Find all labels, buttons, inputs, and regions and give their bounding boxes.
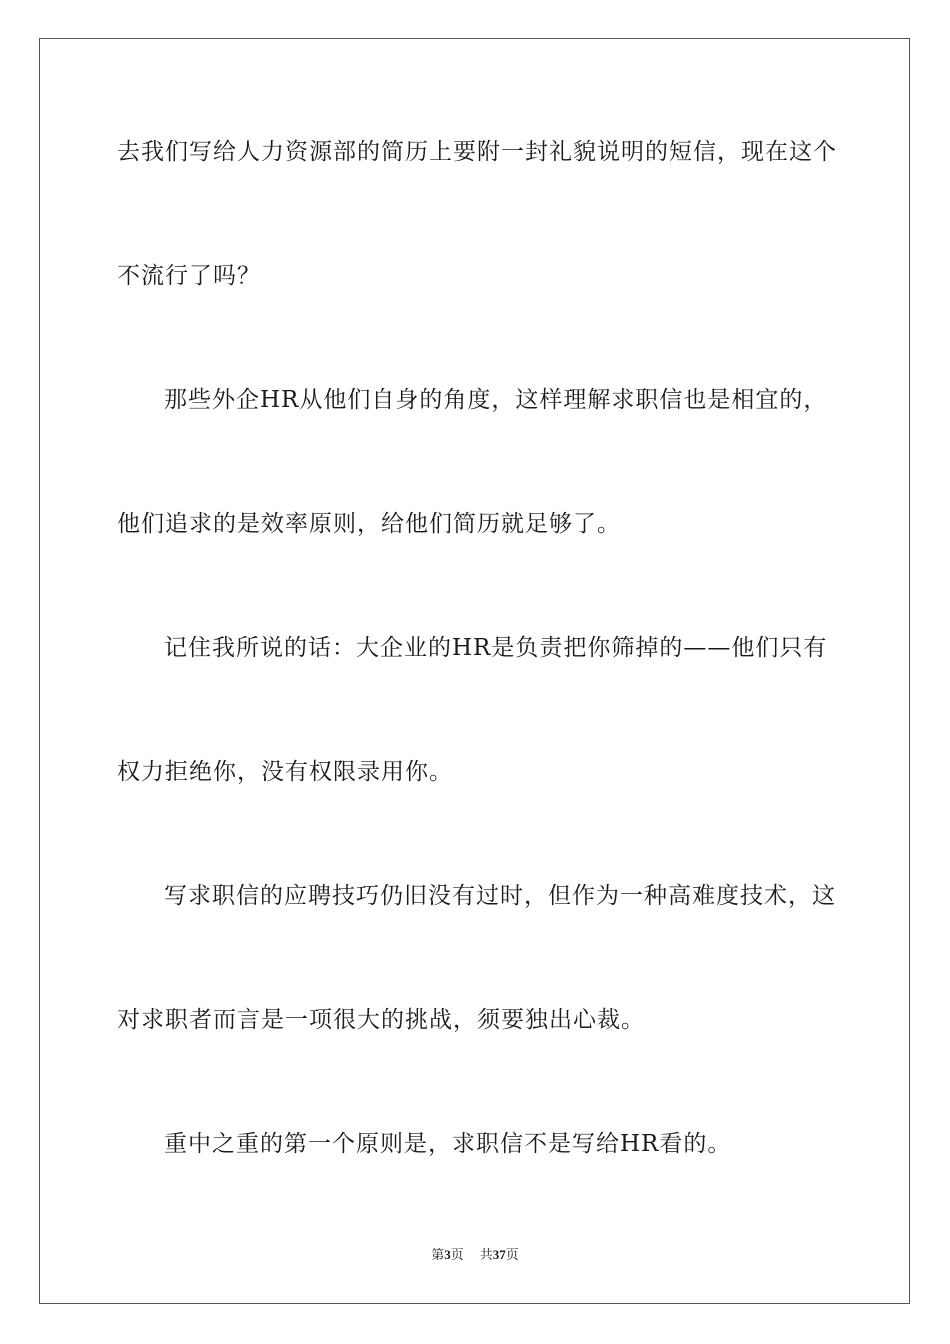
footer-total-suffix: 页 (505, 1248, 519, 1263)
footer-total-prefix: 共 (479, 1248, 493, 1263)
text-line-5: 记住我所说的话：大企业的HR是负责把你筛掉的——他们只有 (164, 635, 828, 661)
footer-page-suffix: 页 (450, 1248, 464, 1263)
text-line-7: 写求职信的应聘技巧仍旧没有过时，但作为一种高难度技术，这 (164, 883, 836, 909)
footer-page-prefix: 第 (431, 1248, 445, 1263)
text-line-9: 重中之重的第一个原则是，求职信不是写给HR看的。 (164, 1131, 732, 1157)
page-border (39, 38, 910, 1304)
text-line-2: 不流行了吗？ (117, 263, 261, 289)
footer-page-number: 3 (444, 1247, 451, 1262)
text-line-3: 那些外企HR从他们自身的角度，这样理解求职信也是相宜的， (164, 387, 828, 413)
page-footer (0, 1246, 950, 1265)
footer-total-pages: 37 (492, 1247, 506, 1262)
text-line-4: 他们追求的是效率原则，给他们简历就足够了。 (117, 511, 621, 537)
text-line-1: 去我们写给人力资源部的简历上要附一封礼貌说明的短信，现在这个 (117, 139, 837, 165)
text-line-6: 权力拒绝你，没有权限录用你。 (117, 759, 453, 785)
text-line-8: 对求职者而言是一项很大的挑战，须要独出心裁。 (117, 1007, 645, 1033)
